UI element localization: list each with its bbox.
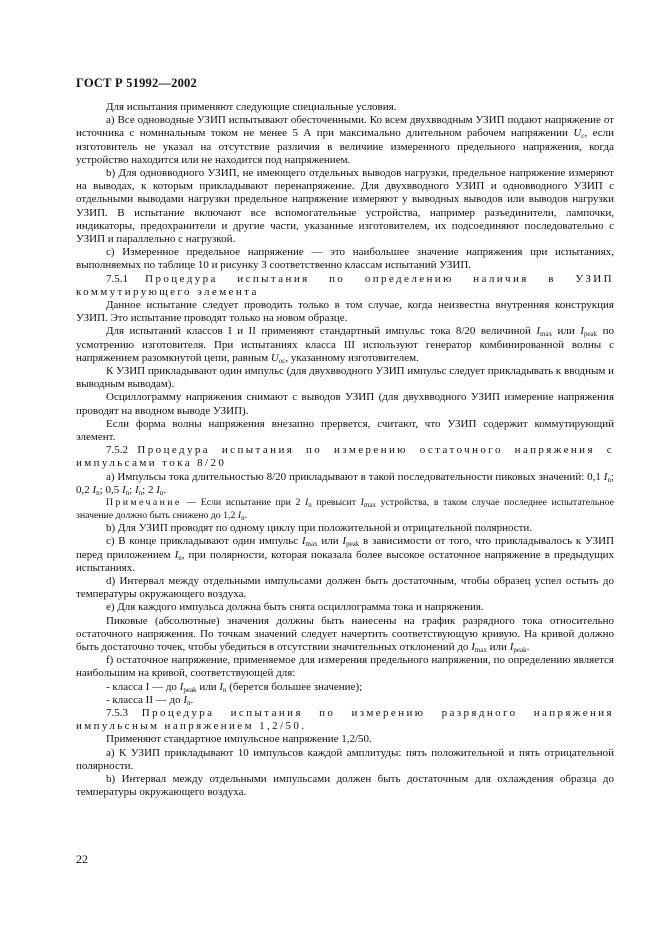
s752-dash-class-2: - класса II — до $I_n$. — [106, 693, 194, 707]
s752-note: Примечание — Если испытание при 2 $I_n$ превысит $I_{max}$ устройства, в таком случае последнее испытательное значение должно быть снижено до 1,2 $I_n$. — [76, 497, 615, 522]
s751-paragraph-2: Для испытаний классов I и II применяют стандартный импульс тока 8/20 величиной $I_{max}$ или $I_{peak}$ по усмотрению изготовителя. При испытаниях класса III используют генератор комбинированной волны с напряжением разомкнутой цепи, равным $U_{oc}$, указанному изготовителем. — [76, 325, 614, 365]
intro-paragraph: Для испытания применяют следующие специальные условия. — [106, 101, 397, 113]
s752-item-c: с) В конце прикладывают один импульс $I_{max}$ или $I_{peak}$ в зависимости от того, что прикладывалось к УЗИП перед приложением $I_n$, при полярности, которая показала более высокое остаточное напряжение в предыдущих испытаниях. — [76, 535, 615, 574]
section-751-heading: 7.5.1 Процедура испытания по определению наличия в УЗИП коммутирующего элемента — [76, 272, 614, 298]
item-c-paragraph: с) Измеренное предельное напряжение — это наибольшее значение напряжения при испытаниях, выполняемых по таблице 10 и рисунку 3 соответственно классам испытаний УЗИП. — [76, 246, 614, 272]
item-a-paragraph: а) Все одноводные УЗИП испытывают обесточенными. Ко всем двухвводным УЗИП подают напряжение от источника с номинальным током не менее 5 А при максимально длительном рабочем напряжении $U_c$, если изготовитель не указал на отсутствие различия в величине измеренного предельного напряжения, когда устройство находится или не находится под напряжением. — [76, 114, 614, 166]
document-body — [76, 101, 614, 799]
s752-dash-class-1: - класса I — до $I_{peak}$ или $I_n$ (берется большее значение); — [106, 680, 363, 694]
s752-item-d: d) Интервал между отдельными импульсами должен быть достаточным, чтобы образец успел остыть до температуры окружающего воздуха. — [76, 574, 614, 601]
s753-item-b: b) Интервал между отдельными импульсами должен быть достаточным для охлаждения образца до температуры окружающего воздуха. — [76, 772, 614, 799]
s751-paragraph-3: К УЗИП прикладывают один импульс (для двухвводного УЗИП импульс следует прикладывать к вводным и выводным выводам). — [76, 365, 614, 391]
section-752-heading: 7.5.2 Процедура испытания по измерению остаточного напряжения с импульсами тока 8/20 — [76, 444, 614, 470]
s752-item-f: f) остаточное напряжение, применяемое для измерения предельного напряжения, по определению является наибольшим на кривой, соответствующей для: — [76, 654, 614, 680]
page-header-title: ГОСТ Р 51992—2002 — [76, 76, 197, 90]
s753-item-a: а) К УЗИП прикладывают 10 импульсов каждой амплитуды: пять положительной и пять отрицательной полярности. — [76, 746, 614, 772]
page-number: 22 — [76, 852, 88, 866]
s752-item-e: е) Для каждого импульса должна быть снята осциллограмма тока и напряжения. — [106, 601, 484, 614]
s752-item-b: b) Для УЗИП проводят по одному циклу при положительной и отрицательной полярности. — [106, 522, 533, 535]
s751-paragraph-4: Осциллограмму напряжения снимают с выводов УЗИП (для двухвводного УЗИП измерение напряжения проводят на вводном выводе УЗИП). — [76, 391, 614, 417]
section-753-heading: 7.5.3 Процедура испытания по измерению разрядного напряжения импульсным напряжением 1,2/50. — [76, 706, 615, 733]
s753-paragraph-1: Применяют стандартное импульсное напряжение 1,2/50. — [106, 733, 372, 746]
s752-peak-paragraph: Пиковые (абсолютные) значения должны быть нанесены на график разрядного тока относительно остаточного напряжения. По точкам значений следует начертить соответствующую кривую. На кривой должно быть достаточно точек, чтобы убедиться в отсутствии значительных отклонений до $I_{max}$ или $I_{peak}$. — [76, 614, 614, 654]
s751-paragraph-1: Данное испытание следует проводить только в том случае, когда неизвестна внутренняя конструкция УЗИП. Это испытание проводят только на новом образце. — [76, 299, 614, 325]
s751-paragraph-5: Если форма волны напряжения внезапно прервется, считают, что УЗИП содержит коммутирующий элемент. — [76, 417, 614, 444]
s752-item-a: а) Импульсы тока длительностью 8/20 прикладывают в такой последовательности пиковых значений: 0,1 $I_n$; 0,2 $I_n$; 0,5 $I_n$; $I_n$; 2 $I_n$. — [76, 470, 614, 497]
item-b-paragraph: b) Для одновводного УЗИП, не имеющего отдельных выводов нагрузки, предельное напряжение измеряют на выводах, к которым прикладывают перенапряжение. Для двухвводного УЗИП и одновводного УЗИП с отдельными выводами нагрузки предельное напряжение измеряют у выводных выводов или выводов нагрузки УЗИП. В испытание включают все вспомогательные устройства, например разъединители, лампочки, индикаторы, предохранители и другие части, указанные изготовителем, их подсоединяют последовательно с УЗИП и параллельно с нагрузкой. — [76, 167, 614, 246]
